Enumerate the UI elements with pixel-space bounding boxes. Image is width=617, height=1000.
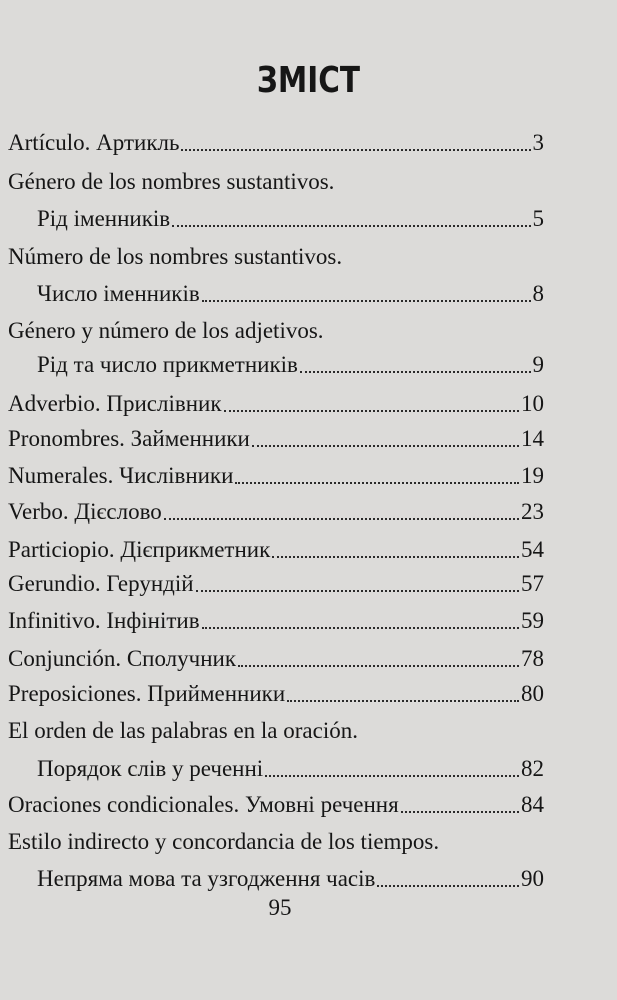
toc-entry-page: 9 <box>532 352 544 377</box>
dot-leader <box>202 627 519 629</box>
toc-entry <box>8 569 544 599</box>
toc-entry-page: 59 <box>521 608 544 633</box>
page-title: ЗМІСТ <box>256 60 361 101</box>
toc-entry-page: 78 <box>521 646 544 671</box>
toc-entry <box>37 754 544 784</box>
dot-leader <box>272 556 519 558</box>
toc-section-heading: Género y número de los adjetivos. <box>8 318 324 343</box>
toc-entry-label: Pronombres. Займенники <box>8 426 250 451</box>
toc-entry-label: Рід іменників <box>37 206 171 231</box>
toc-entry-label: Oraciones condicionales. Умовні речення <box>8 792 399 817</box>
dot-leader <box>252 445 519 447</box>
toc-section-heading: Estilo indirecto y concordancia de los tiempos. <box>8 829 440 854</box>
toc-entry-page: 54 <box>521 537 544 562</box>
dot-leader <box>287 700 519 702</box>
toc-entry-label: Число іменників <box>37 281 200 306</box>
toc-entry-page: 8 <box>532 281 544 306</box>
toc-entry <box>8 128 544 158</box>
toc-entry-page: 5 <box>532 206 544 231</box>
dot-leader <box>401 811 519 813</box>
dot-leader <box>238 665 519 667</box>
toc-entry-page: 57 <box>521 571 544 596</box>
dot-leader <box>172 225 530 227</box>
page-number: 95 <box>268 895 292 920</box>
dot-leader <box>196 590 519 592</box>
toc-entry <box>8 389 544 419</box>
dot-leader <box>265 775 519 777</box>
toc-entry-label: Particiopio. Дієприкметник <box>8 537 271 562</box>
dot-leader <box>235 482 519 484</box>
toc-entry-label: Artículo. Артикль <box>8 130 180 155</box>
toc-entry <box>37 350 544 380</box>
toc-entry-label: Preposiciones. Прийменники <box>8 681 286 706</box>
toc-entry-page: 23 <box>521 499 544 524</box>
dot-leader <box>164 518 519 520</box>
toc-entry-label: Conjunción. Сполучник <box>8 646 237 671</box>
toc-entry-page: 3 <box>532 130 544 155</box>
toc-section-heading: El orden de las palabras en la oración. <box>8 718 358 743</box>
toc-entry <box>8 497 544 527</box>
toc-entry <box>8 461 544 491</box>
toc-entry-label: Infinitivo. Інфінітив <box>8 608 200 633</box>
toc-entry-label: Verbo. Дієслово <box>8 499 162 524</box>
toc-entry <box>8 790 544 820</box>
dot-leader <box>202 300 531 302</box>
toc-entry-page: 10 <box>521 391 544 416</box>
toc-entry <box>8 424 544 454</box>
toc-entry-label: Numerales. Числівники <box>8 463 234 488</box>
toc-entry-page: 84 <box>521 792 544 817</box>
toc-entry <box>37 864 544 894</box>
toc-entry-page: 90 <box>521 866 544 891</box>
toc-entry <box>8 679 544 709</box>
dot-leader <box>181 149 530 151</box>
toc-entry-label: Непряма мова та узгодження часів <box>37 866 376 891</box>
toc-entry-label: Adverbio. Прислівник <box>8 391 222 416</box>
toc-section-heading: Género de los nombres sustantivos. <box>8 169 335 194</box>
toc-entry-page: 80 <box>521 681 544 706</box>
toc-section-heading: Número de los nombres sustantivos. <box>8 244 343 269</box>
dot-leader <box>300 371 531 373</box>
dot-leader <box>377 885 519 887</box>
toc-entry <box>37 279 544 309</box>
toc-entry <box>8 535 544 565</box>
dot-leader <box>224 410 519 412</box>
toc-entry-label: Рід та число прикметників <box>37 352 298 377</box>
toc-entry-page: 14 <box>521 426 544 451</box>
toc-entry-page: 19 <box>521 463 544 488</box>
toc-entry-page: 82 <box>521 756 544 781</box>
toc-entry <box>8 606 544 636</box>
toc-entry-label: Порядок слів у реченні <box>37 756 264 781</box>
toc-entry <box>8 644 544 674</box>
toc-entry-label: Gerundio. Герундій <box>8 571 194 596</box>
toc-entry <box>37 204 544 234</box>
